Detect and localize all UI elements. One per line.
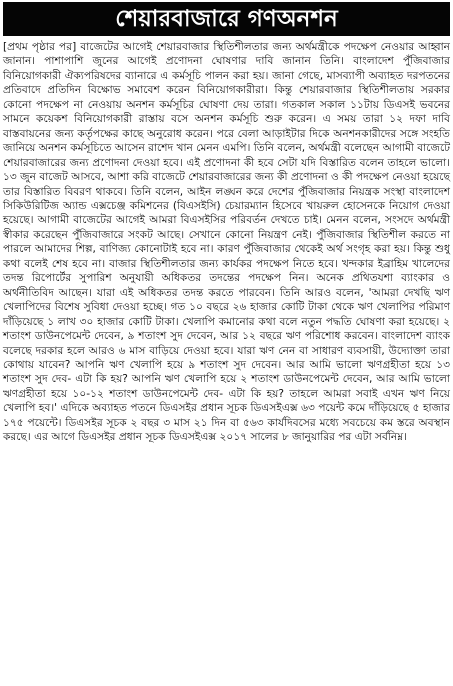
headline: শেয়ারবাজারে গণঅনশন [115,6,338,32]
headline-banner [3,2,450,36]
article-paragraph [3,40,450,445]
continued-from-front-page-tag: [প্রথম পৃষ্ঠার পর] [3,41,77,53]
newspaper-clipping [0,2,453,686]
article-body [3,40,450,445]
article-text: বাজেটের আগেই শেয়ারবাজার স্থিতিশীলতার জন্য অর্থমন্ত্রীকে পদক্ষেপ নেওয়ার আহ্বান জানান। পাশাপাশি জুনের আগেই প্রণোদনা ঘোষণার দাবি জানান তিনি। বাংলাদেশ পুঁজিবাজার বিনিয়োগকারী ঐক্যপরিষদের ব্যানারে এ কর্মসূচি পালন করা হয়। জানা গেছে, মাসব্যাপী অব্যাহত দরপতনের প্রতিবাদে প্রতিদিন বিক্ষোভ সমাবেশ করেন বিনিয়োগকারীরা। কিন্তু শেয়ারবাজার স্থিতিশীলতায় সরকার কোনো পদক্ষেপ না নেওয়ায় অনশন কর্মসূচির ঘোষণা দেয় তারা। গতকাল সকাল ১১টায় ডিএসই ভবনের সামনে কয়েকশ বিনিয়োগকারী রাস্তায় বসে অনশন কর্মসূচি শুরু করেন। এ সময় তারা ১২ দফা দাবি বাস্তবায়নের জন্য কর্তৃপক্ষের কাছে অনুরোধ করেন। পরে বেলা আড়াইটার দিকে অনশনকারীদের সঙ্গে সংহতি জানিয়ে অনশন কর্মসূচিতে আসেন রাশেদ খান মেনন এমপি। তিনি বলেন, অর্থমন্ত্রী বলেছেন আগামী বাজেটে শেয়ারবাজারের জন্য প্রণোদনা দেওয়া হবে। এই প্রণোদনা কী হবে সেটা যদি বিস্তারিত বলেন তাহলে ভালো। ১৩ জুন বাজেট আসবে, আশা করি বাজেটে শেয়ারবাজারের জন্য কী প্রণোদনা ও কী পদক্ষেপ নেওয়া হয়েছে তার বিস্তারিত বিবরণ থাকবে। তিনি বলেন, আইন লঙ্ঘন করে দেশের পুঁজিবাজার নিয়ন্ত্রক সংস্থা বাংলাদেশ সিকিউরিটিজ অ্যান্ড এক্সচেঞ্জ কমিশনের (বিএসইসি) চেয়ারম্যান হিসেবে খায়রুল হোসেনকে নিয়োগ দেওয়া হয়েছে। আগামী বাজেটের আগেই আমরা বিএসইসির পরিবর্তন দেখতে চাই। মেনন বলেন, সংসদে অর্থমন্ত্রী স্বীকার করেছেন পুঁজিবাজারে সংকট আছে। সেখানে কোনো নিয়ন্ত্রণ নেই। পুঁজিবাজার স্থিতিশীল করতে না পারলে আমাদের শিল্প, বাণিজ্য কোনোটাই হবে না। কারণ পুঁজিবাজার থেকেই অর্থ সংগৃহ করা হয়। কিন্তু শুধু কথা বলেই শেষ হবে না। বাজার স্থিতিশীলতার জন্য কার্যকর পদক্ষেপ নিতে হবে। খন্দকার ইব্রাহিম খালেদের তদন্ত রিপোর্টের সুপারিশ অনুযায়ী অধিকতর তদন্তের পদক্ষেপ নিন। অনেক প্রথিতযশা ব্যাংকার ও অর্থনীতিবিদ আছেন। যারা এই অধিকতর তদন্ত করতে পারবেন। তিনি আরও বলেন, 'আমরা দেখছি ঋণ খেলাপিদের বিশেষ সুবিধা দেওয়া হচ্ছে। গত ১০ বছরে ২৬ হাজার কোটি টাকা থেকে ঋণ খেলাপির পরিমাণ দাঁড়িয়েছে ১ লাখ ৩০ হাজার কোটি টাকা। খেলাপি কমানোর কথা বলে নতুন পদ্ধতি ঘোষণা করা হয়েছে। ২ শতাংশ ডাউনপেমেন্ট দেবেন, ৯ শতাংশ সুদ দেবেন, আর ১২ বছরে ঋণ পরিশোধ করবেন। বাংলাদেশ ব্যাংক বলেছে দরকার হলে আরও ৬ মাস বাড়িয়ে দেওয়া হবে। যারা ঋণ নেন বা সাধারণ ব্যবসায়ী, উদ্যোক্তা তারা কোথায় যাবেন? আপনি ঋণ খেলাপি হয়ে ৯ শতাংশ সুদ দেবেন। আর আমি ভালো ঋণগ্রহীতা হয়ে ১৩ শতাংশ সুদ দেব- এটা কি হয়? আপনি ঋণ খেলাপি হয়ে ২ শতাংশ ডাউনপেমেন্ট দেবেন, আর আমি ভালো ঋণগ্রহীতা হয়ে ১০-১২ শতাংশ ডাউনপেমেন্ট দেব- এটা কি হয়? তাহলে আমরা সবাই এখন ঋণ নিয়ে খেলাপি হব।' এদিকে অব্যাহত পতনে ডিএসইর প্রধান সূচক ডিএসইএক্স ৬৩ পয়েন্ট কমে দাঁড়িয়েছে ৫ হাজার ১৭৫ পয়েন্টে। ডিএসইর সূচক ২ বছর ৩ মাস ২১ দিন বা ৫৬৩ কার্যদিবসের মধ্যে সবচেয়ে কম স্তরে অবস্থান করছে। এর আগে ডিএসইর প্রধান সূচক ডিএসইএক্স ২০১৭ সালের ৮ জানুয়ারির পর এটা সর্বনিম্ন। [3,41,451,444]
